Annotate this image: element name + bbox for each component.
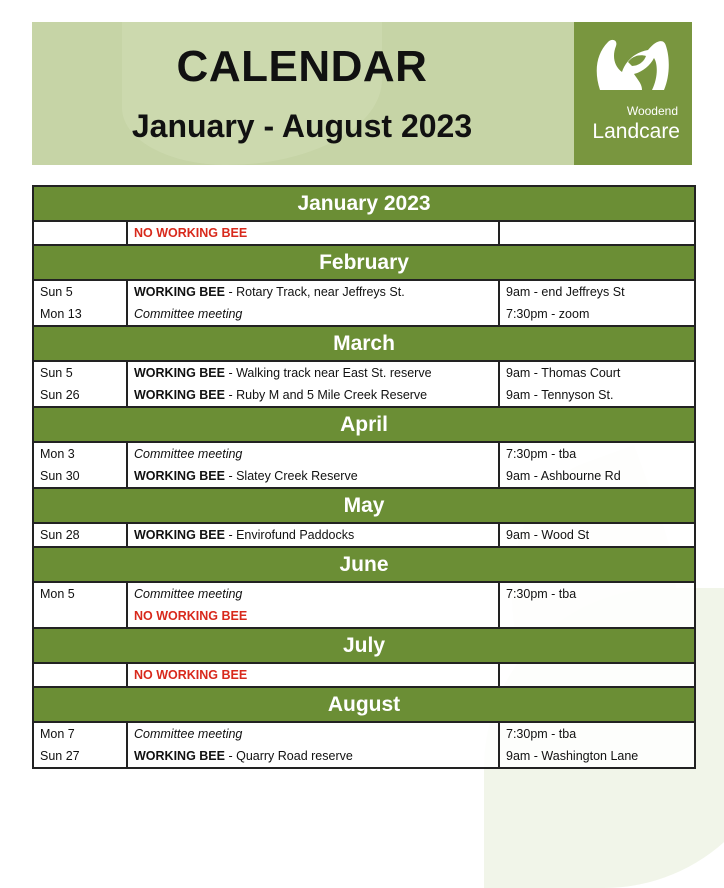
month-heading: April [33,407,695,442]
event-description: Committee meeting [134,727,243,741]
month-row-july [33,628,695,663]
no-working-bee-notice: NO WORKING BEE [134,226,248,240]
date-cell [33,582,127,628]
time-cell [499,663,695,687]
month-heading: February [33,245,695,280]
month-row-january [33,186,695,221]
event-description: Committee meeting [134,447,243,461]
woodend-landcare-logo [574,22,692,165]
event-date: Sun 30 [40,469,80,483]
logo-text-small: Woodend [626,104,678,118]
event-description: Committee meeting [134,587,243,601]
event-date: Sun 5 [40,366,73,380]
event-description: WORKING BEE - Quarry Road reserve [134,749,353,763]
event-date: Sun 26 [40,388,80,402]
table-row [33,523,695,547]
event-date: Mon 3 [40,447,75,461]
event-time: 9am - Thomas Court [506,366,621,380]
event-date: Sun 28 [40,528,80,542]
month-heading: July [33,628,695,663]
event-cell [127,582,499,628]
month-row-august [33,687,695,722]
table-row [33,663,695,687]
event-cell [127,663,499,687]
event-date: Mon 7 [40,727,75,741]
month-heading: June [33,547,695,582]
time-cell [499,582,695,628]
date-cell [33,722,127,768]
event-cell [127,361,499,407]
time-cell [499,442,695,488]
page-title: CALENDAR [176,42,428,91]
event-time: 9am - Tennyson St. [506,388,614,402]
table-row [33,442,695,488]
event-description: WORKING BEE - Envirofund Paddocks [134,528,355,542]
event-cell [127,280,499,326]
calendar-table [32,185,696,769]
month-heading: May [33,488,695,523]
time-cell [499,280,695,326]
event-time: 9am - Washington Lane [506,749,639,763]
event-cell [127,221,499,245]
no-working-bee-notice: NO WORKING BEE [134,668,248,682]
event-description: Committee meeting [134,307,243,321]
event-time: 7:30pm - tba [506,447,577,461]
event-time: 7:30pm - tba [506,727,577,741]
event-description: WORKING BEE - Rotary Track, near Jeffreys St. [134,285,405,299]
event-time: 7:30pm - zoom [506,307,590,321]
month-heading: August [33,687,695,722]
event-date: Sun 27 [40,749,80,763]
table-row [33,582,695,628]
event-time: 9am - end Jeffreys St [506,285,625,299]
event-description: WORKING BEE - Slatey Creek Reserve [134,469,358,483]
date-cell [33,221,127,245]
month-row-june [33,547,695,582]
event-description: WORKING BEE - Ruby M and 5 Mile Creek Reserve [134,388,428,402]
event-description: WORKING BEE - Walking track near East St. reserve [134,366,432,380]
date-cell [33,280,127,326]
event-date: Sun 5 [40,285,73,299]
no-working-bee-notice: NO WORKING BEE [134,609,248,623]
table-row [33,280,695,326]
event-time: 9am - Wood St [506,528,590,542]
logo-text-big: Landcare [592,120,680,143]
time-cell [499,361,695,407]
month-row-february [33,245,695,280]
event-cell [127,722,499,768]
event-date: Mon 13 [40,307,82,321]
hands-australia-icon [592,32,674,102]
month-row-may [33,488,695,523]
date-cell [33,361,127,407]
month-row-march [33,326,695,361]
table-row [33,221,695,245]
date-cell [33,442,127,488]
event-time: 9am - Ashbourne Rd [506,469,621,483]
event-cell [127,442,499,488]
date-cell [33,663,127,687]
table-row [33,361,695,407]
date-cell [33,523,127,547]
event-time: 7:30pm - tba [506,587,577,601]
month-row-april [33,407,695,442]
time-cell [499,722,695,768]
table-row [33,722,695,768]
page-subtitle: January - August 2023 [131,108,473,144]
time-cell [499,221,695,245]
time-cell [499,523,695,547]
month-heading: January 2023 [33,186,695,221]
event-cell [127,523,499,547]
event-date: Mon 5 [40,587,75,601]
month-heading: March [33,326,695,361]
